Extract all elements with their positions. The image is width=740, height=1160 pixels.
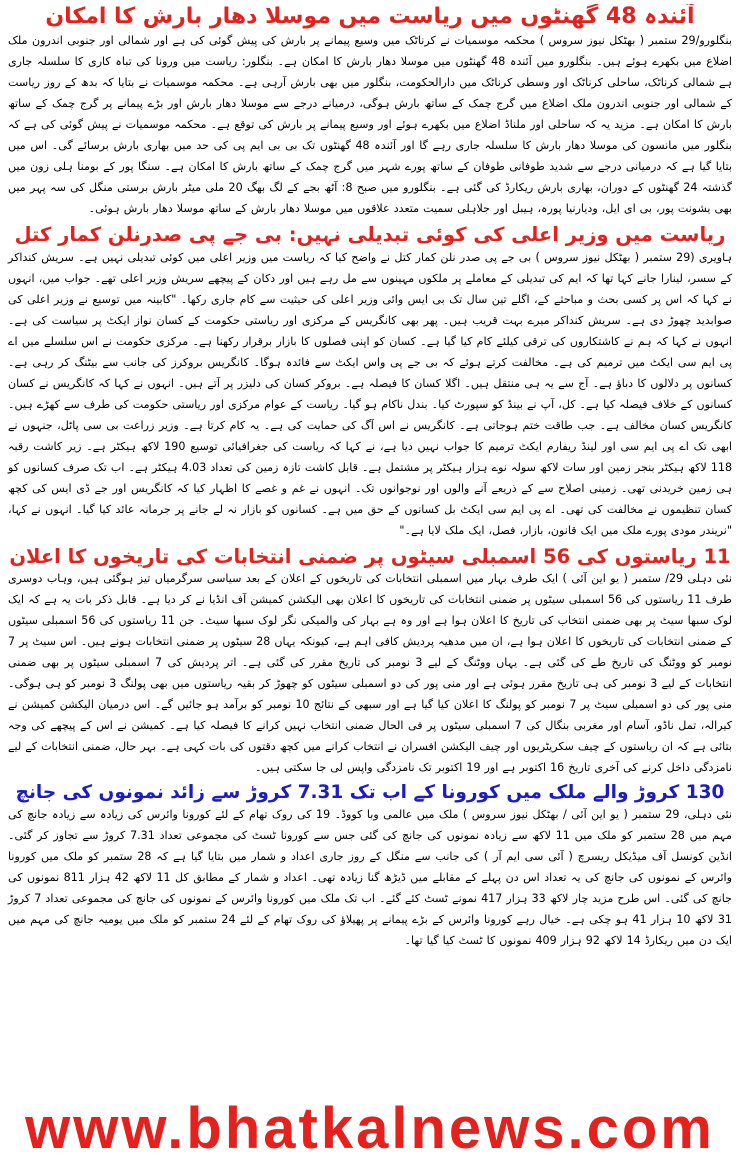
- article-2-body: ہاویری (29 ستمبر ( بھٹکل نیوز سروس ) بی جے پی صدر نلن کمار کتل نے واضح کیا کہ ریاست میں وزیر اعلی میں کوئی تبدیلی نہیں ہے۔ سریش کنداکر کے سسر، لینارا جانے کہا تھا کہ ایم کی تبدیلی کے معاملے پر ملکوں مہینوں سے مل رہے ہیں اور دکان کے پیچھے سریش وزیر اعلی تھے۔ جواب میں، انہوں نے کہا کہ اس پر کسی بحث و مباحثے کے، اگلے تین سال تک بی ایس وائی وزیر اعلی کی حیثیت سے کام جاری رکھا۔ "کابینہ میں توسیع نے وزیر اعلی کی صوابدید چھوڑ دی ہے۔ سریش کنداکر میرے بہت قریب ہیں۔ پھر بھی کانگریس کے مرکزی اور ریاستی حکومت کے کسان نواز ایکٹ پر سیاست کی ہے۔ انہوں نے کہا کہ ہم نے کاشتکاروں کی ترقی کیلئے کام کیا گیا ہے۔ کسان کو اپنی فصلوں کا بازار برقرار رکھنا ہے۔ مرکزی حکومت نے اس سلسلے میں اے پی ایم سی ایکٹ میں ترمیم کی ہے۔ مخالفت کرتے ہوئے کہ بی جے پی واس ایکٹ سے فائدہ ہوگا۔ کانگریس بروکرز کی جانب سے بیٹنگ کر رہی ہے۔ کسانوں پر دلالوں کا دباؤ ہے۔ آج سے یہ ہی منتقل ہیں۔ اگلا کسان کا فیصلہ ہے۔ بروکر کسان کی دلیزر پر آتے ہیں۔ انہوں نے کہا کہ کانگریس نے کسان کسانوں کے خلاف فیصلہ کیا ہے۔ کل، آپ نے بینڈ کو سپورٹ کیا۔ بندل ناکام ہو گیا۔ ریاست کے عوام مرکزی اور ریاستی حکومت کی طرف سے کھڑے ہیں۔ کانگریس کسان مخالف ہے۔ جب طاقت ختم ہوجاتی ہے۔ کانگریس نے اس آگ کی حمایت کی ہے۔ یہ کام کرتا ہے۔ وزیر زراعت بی سی پاٹل، جنہوں نے ابھی تک اے پی ایم سی اور لینڈ ریفارم ایکٹ ترمیم کا جواب نہیں دیا ہے، نے کہا کہ ریاست کی جغرافیائی توسیع 190 لاکھ ہیکٹر ہے۔ زیر کاشت رقبہ 118 لاکھ ہیکٹر بنجر زمین اور سات لاکھ سولہ نوے ہزار ہیکٹر پر مشتمل ہے۔ قابل کاشت تازہ زمین کی تعداد 4.03 ہیکٹر ہے۔ اب تک صرف کسانوں کو ہی زمین خریدنی تھی۔ زمینی اصلاح سے کے ذریعے آنے والوں اور نوجوانوں تک۔ انہوں نے غم و غصے کا اظہار کیا کہ کانگریس اور جے ڈی ایس کی کچھ کسان تنظیموں نے مخالفت کی تھی۔ اے پی ایم سی ایکٹ بل کسانوں کے حق میں ہے۔ کسانوں کو بازار نہ لے جانے پر جرمانہ عائد کیا گیا۔ انہوں نے کہا، "نریندر مودی پورے ملک میں ایک قانون، بازار، فصل، ایک ملک لایا ہے۔": [8, 250, 733, 537]
- article-4-headline: 130 کروڑ والے ملک میں کورونا کے اب تک 7.31 کروڑ سے زائد نمونوں کی جانچ: [15, 782, 725, 804]
- site-footer-url[interactable]: www.bhatkalnews.com: [25, 1098, 715, 1160]
- article-3-headline: 11 ریاستوں کی 56 اسمبلی سیٹوں پر ضمنی انتخابات کی تاریخوں کا اعلان: [9, 544, 731, 568]
- article-4-body: نئی دہلی، 29 ستمبر ( یو این آئی / بھٹکل نیوز سروس ) ملک میں عالمی وبا کووڈ۔ 19 کی روک تھام کے لئے کورونا وائرس کی زیادہ سے زیادہ جانچ کی مہم میں 28 ستمبر کو ملک میں 11 لاکھ سے زیادہ نمونوں کی جانچ کی گئی جس سے کورونا ٹسٹ کی مجموعی تعداد 7.31 کروڑ سے تجاوز کر گئی۔ انڈین کونسل آف میڈیکل ریسرچ ( آئی سی ایم آر ) کی جانب سے منگل کے روز جاری اعداد و شمار میں بتایا گیا ہے کہ 28 ستمبر کو ملک میں کورونا وائرس کے نمونوں کی جانچ کی یہ تعداد اس دن پہلے کے مقابلے میں ڈیڑھ گنا زیادہ تھی۔ اعداد و شمار کے مطابق کل 11 لاکھ 42 ہزار 811 نمونوں کی جانچ کی گئی۔ اس طرح مزید چار لاکھ 33 ہزار 417 نمونے ٹسٹ کئے گئے۔ اب تک ملک میں کورونا وائرس کے نمونوں کی جانچ کی مجموعی تعداد 7 کروڑ 31 لاکھ 10 ہزار 41 ہو چکی ہے۔ خیال رہے کورونا وائرس کے بڑے پیمانے پر پھیلاؤ کی روک تھام کے لئے 24 ستمبر کو ملک میں یومیہ جانچ کی مہم میں ایک دن میں ریکارڈ 14 لاکھ 92 ہزار 409 نمونوں کا ٹسٹ کیا گیا تھا۔: [8, 808, 733, 948]
- article-1-headline: آئندہ 48 گھنٹوں میں ریاست میں موسلا دھار بارش کا امکان: [45, 4, 695, 29]
- article-2-headline: ریاست میں وزیر اعلی کی کوئی تبدیلی نہیں: بی جے پی صدرنلن کمار کتل: [14, 223, 726, 247]
- article-3-body: نئی دہلی 29/ ستمبر ( یو این آئی ) ایک طرف بہار میں اسمبلی انتخابات کی تاریخوں کے اعلان کے بعد سیاسی سرگرمیاں تیز ہوگئی ہیں، وہاب دوسری طرف 11 ریاستوں کی 56 اسمبلی سیٹوں پر ضمنی انتخابات کی تاریخوں کا اعلان بھی الیکشن کمیشن آف انڈیا نے کر دیا ہے۔ قابل ذکر بات یہ ہے کہ ایک لوک سبھا سیٹ پر بھی ضمنی انتخاب کی تاریخ کا اعلان ہوا ہے اور وہ ہے بہار کی والمیکی نگر لوک سبھا سیٹ۔ جن 11 ریاستوں کی 56 اسمبلی سیٹوں کے ضمنی انتخابات کی تاریخوں کا اعلان ہوا ہے، ان میں مدھیہ پردیش کافی اہم ہے، کیونکہ یہاں 28 سیٹوں پر ضمنی انتخابات ہونے ہیں۔ اس سیٹ پر 7 نومبر کو ووٹنگ کی تاریخ طے کی گئی ہے۔ یہاں ووٹنگ کے لیے 3 نومبر کی تاریخ مقرر کی گئی ہے۔ اتر پردیش کی 7 اسمبلی سیٹوں پر بھی ضمنی انتخابات کے لیے 3 نومبر کی ہی تاریخ مقرر ہوئی ہے اور منی پور کی دو اسمبلی سیٹوں کو چھوڑ کر بقیہ ریاستوں میں بھی پولنگ 3 نومبر کو ہی ہوگی۔ منی پور کی دو اسمبلی سیٹ پر 7 نومبر کو پولنگ کا اعلان کیا گیا ہے اور سبھی کے نتائج 10 نومبر کو برآمد ہو جائیں گے۔ اس درمیان الیکشن کمیشن نے کیرالہ، تمل ناڈو، آسام اور مغربی بنگال کی 7 اسمبلی سیٹوں پر فی الحال ضمنی انتخاب نہیں کرانے کا فیصلہ کیا ہے۔ کمیشن نے اس کے پیچھے کی وجہ بتائی ہے کہ ان ریاستوں کے چیف سکریٹریوں اور چیف الیکشن افسران نے انتخاب کرانے میں کچھ دقتوں کی بات کہی ہے۔ بہر حال، ضمنی انتخابات کے لیے نامزدگی داخل کرنے کی آخری تاریخ 16 اکتوبر ہے اور 19 اکتوبر تک نامزدگی واپس لی جا سکتی ہیں۔: [8, 572, 733, 775]
- article-1-body: بنگلورو/29 ستمبر ( بھٹکل نیوز سروس ) محکمہ موسمیات نے کرناٹک میں وسیع پیمانے پر بارش کی پیش گوئی کی ہے اور شمالی اور جنوبی اندرون ملک اضلاع میں بکھرے ہوئے ہیں۔ بنگلورو میں آئندہ 48 گھنٹوں میں موسلا دھار بارش کا امکان ہے۔ بنگلور: ریاست میں ورونا کی تباہ کاری کا سلسلہ جاری ہے شمالی کرناٹک، ساحلی کرناٹک اور وسطی کرناٹک میں دارالحکومت، بنگلور میں بھی بارش آرہی ہے۔ محکمہ موسمیات نے بتایا کہ بدھ کے روز ریاست کے شمالی اور جنوبی اندرون ملک اضلاع میں گرج چمک کے ساتھ بارش ہوگی، درمیانے درجے سے موسلا دھار بارش اور بڑے پیمانے پر گرج چمک کے ساتھ بارش کا امکان ہے۔ مزید یہ کہ ساحلی اور ملناڈ اضلاع میں بکھرے ہوئے اور وسیع پیمانے پر بارش کی توقع ہے۔ محکمہ موسمیات نے پیش گوئی کی ہے کہ بنگلور میں مانسون کی موسلا دھار بارش کا سلسلہ جاری رہے گا اور آئندہ 48 گھنٹوں تک بی بی ایم پی کی حد میں بھاری بارش برسائے گی۔ اس میں بتایا گیا ہے کہ درمیانی درجے سے شدید طوفانی طوفان کے ساتھ پورے شہر میں گرج چمک کے ساتھ بارش کا امکان ہے۔ سنگا پور کے بومنا ہلی زون میں گذشتہ 24 گھنٹوں کے دوران، بھاری بارش ریکارڈ کی گئی ہے۔ بنگلورو میں صبح 8: آٹھ بجے کے لگ بھگ 20 ملی میٹر بارش برستی منگل کی سہ پہر میں بھی یشونت پور، بی ای ایل، ودیارنیا پورہ، ہیبل اور جلاہلی سمیت متعدد علاقوں میں موسلا دھار بارش کے ساتھ موسلا دھار بارش ہوئی۔: [8, 34, 733, 216]
